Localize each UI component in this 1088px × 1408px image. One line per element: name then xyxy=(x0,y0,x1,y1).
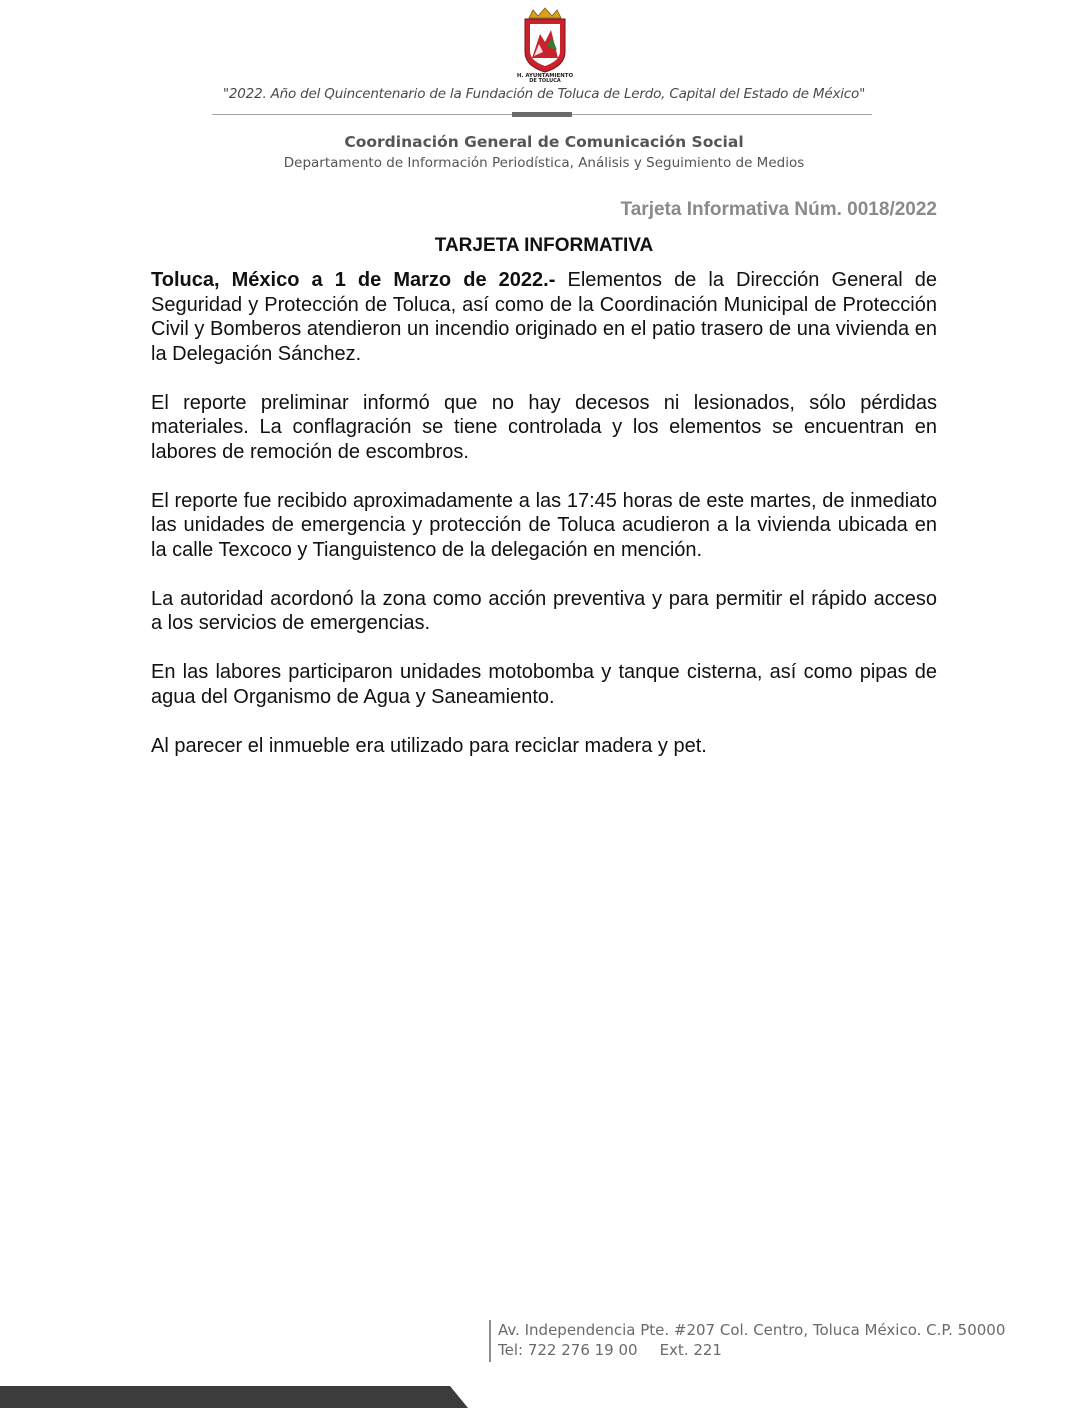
paragraph: Al parecer el inmueble era utilizado para reciclar madera y pet. xyxy=(151,734,707,757)
department-title: Coordinación General de Comunicación Social xyxy=(344,133,744,151)
header-divider-accent xyxy=(512,112,572,117)
footer-decorative-band xyxy=(0,1386,1088,1408)
paragraph: La autoridad acordonó la zona como acción preventiva y para permitir el rápido acceso a los servicios de emergencias. xyxy=(151,587,937,634)
footer-vertical-divider xyxy=(489,1320,491,1362)
footer-extension: Ext. 221 xyxy=(659,1341,722,1359)
document-heading: TARJETA INFORMATIVA xyxy=(434,235,654,256)
year-motto: "2022. Año del Quincentenario de la Fundación de Toluca de Lerdo, Capital del Estado de México" xyxy=(222,86,866,102)
card-number: Tarjeta Informativa Núm. 0018/2022 xyxy=(620,199,937,220)
logo-caption-line1: H. AYUNTAMIENTO xyxy=(516,73,574,79)
paragraph: El reporte fue recibido aproximadamente a las 17:45 horas de este martes, de inmediato las unidades de emergencia y protección de Toluca acudieron a la vivienda ubicada en la calle Texcoco y Tianguistenco de la delegación en mención. xyxy=(151,489,937,561)
lead-text: Elementos de la Dirección General de Seguridad y Protección de Toluca, así como de la Coordinación Municipal de Protección Civil y Bomberos atendieron un incendio originado en el patio trasero de una vivienda en la Delegación Sánchez. xyxy=(151,269,937,365)
footer-contact xyxy=(498,1341,722,1359)
document-body xyxy=(151,268,937,783)
footer-address: Av. Independencia Pte. #207 Col. Centro, Toluca México. C.P. 50000 xyxy=(498,1321,1006,1339)
paragraph: El reporte preliminar informó que no hay decesos ni lesionados, sólo pérdidas materiales. La conflagración se tiene controlada y los elementos se encuentran en labores de remoción de escombros. xyxy=(151,391,937,463)
lead-paragraph xyxy=(151,268,937,366)
footer-phone: Tel: 722 276 19 00 xyxy=(498,1341,638,1359)
toluca-coat-of-arms-logo xyxy=(507,6,583,82)
paragraph: En las labores participaron unidades motobomba y tanque cisterna, así como pipas de agua del Organismo de Agua y Saneamiento. xyxy=(151,661,937,708)
department-subtitle: Departamento de Información Periodística, Análisis y Seguimiento de Medios xyxy=(283,155,805,171)
dateline: Toluca, México a 1 de Marzo de 2022.- xyxy=(151,269,556,291)
logo-caption-line2: DE TOLUCA xyxy=(529,78,561,82)
